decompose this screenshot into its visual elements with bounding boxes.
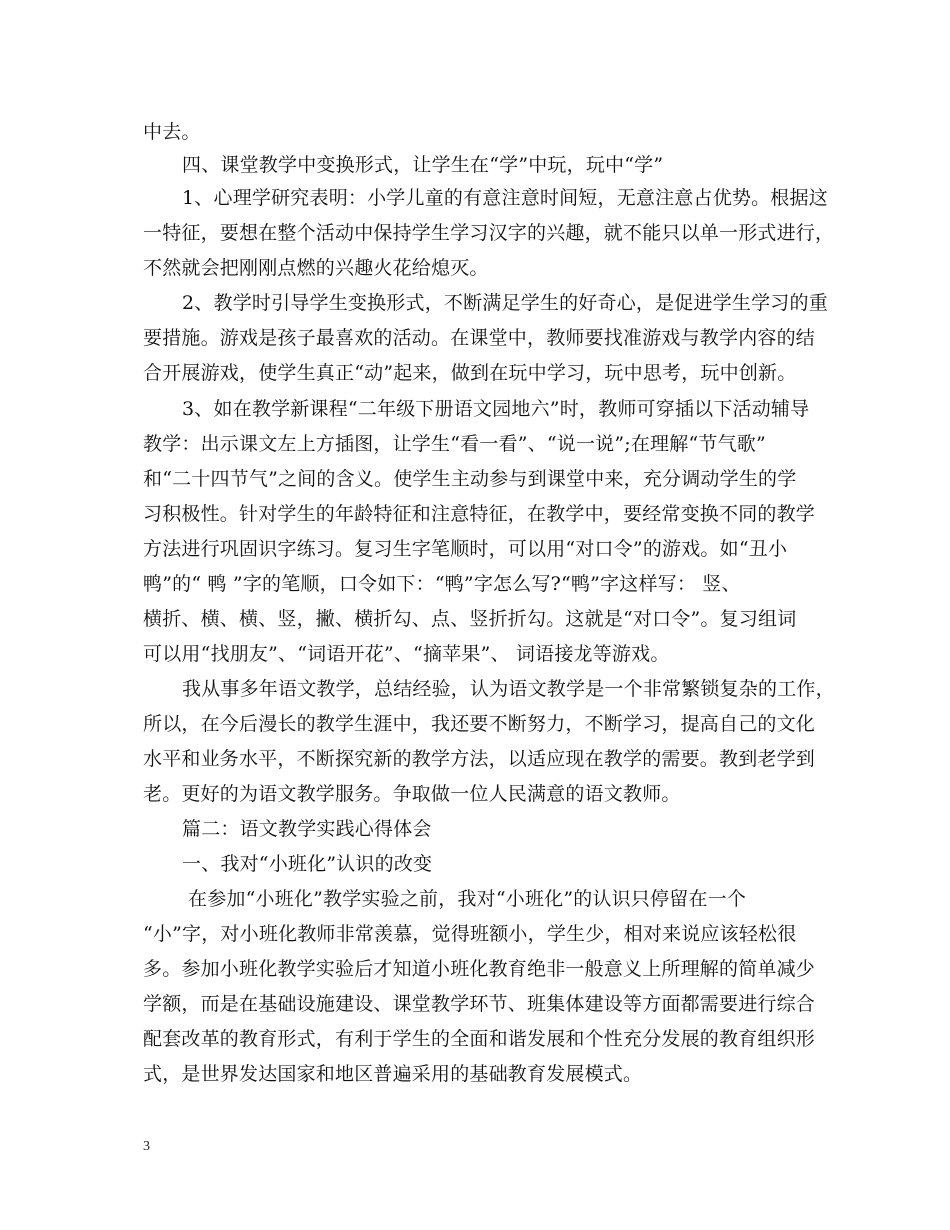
text-line: 在参加“小班化”教学实验之前，我对“小班化”的认识只停留在一个	[188, 888, 747, 910]
text-line: 要措施。游戏是孩子最喜欢的活动。在课堂中，教师要找准游戏与教学内容的结	[143, 327, 816, 349]
text-line: 不然就会把刚刚点燃的兴趣火花给熄灭。	[143, 257, 489, 279]
text-line: 方法进行巩固识字练习。复习生字笔顺时，可以用“对口令”的游戏。如“丑小	[143, 538, 788, 560]
text-line: 教学：出示课文左上方插图，让学生“看一看”、“说一说”;在理解“节气歌”	[143, 433, 766, 455]
text-line: 和“二十四节气”之间的含义。使学生主动参与到课堂中来，充分调动学生的学	[143, 468, 797, 490]
text-line: 学额，而是在基础设施建设、课堂教学环节、班集体建设等方面都需要进行综合	[143, 993, 816, 1015]
text-line: 中去。	[143, 121, 201, 143]
text-line: 我从事多年语文教学，总结经验，认为语文教学是一个非常繁锁复杂的工作，	[182, 678, 835, 700]
text-line: “小”字，对小班化教师非常羡慕，觉得班额小，学生少，相对来说应该轻松很	[143, 923, 797, 945]
text-line: 鸭”的“ 鸭 ”字的笔顺，口令如下：“鸭”字怎么写?“鸭”字这样写： 竖、	[143, 573, 741, 595]
section-heading: 篇二：语文教学实践心得体会	[182, 818, 432, 840]
text-line: 所以，在今后漫长的教学生涯中，我还要不断努力，不断学习，提高自己的文化	[143, 713, 816, 735]
text-line: 横折、横、横、竖，撇、横折勾、点、竖折折勾。这就是“对口令”。复习组词	[143, 608, 797, 630]
text-line: 配套改革的教育形式，有利于学生的全面和谐发展和个性充分发展的教育组织形	[143, 1028, 816, 1050]
text-line: 2、教学时引导学生变换形式，不断满足学生的好奇心，是促进学生学习的重	[182, 292, 828, 314]
text-line: 水平和业务水平，不断探究新的教学方法，以适应现在教学的需要。教到老学到	[143, 748, 816, 770]
text-line: 习积极性。针对学生的年龄特征和注意特征，在教学中，要经常变换不同的教学	[143, 503, 816, 525]
text-line: 合开展游戏，使学生真正“动”起来，做到在玩中学习，玩中思考，玩中创新。	[143, 362, 797, 384]
text-line: 1、心理学研究表明：小学儿童的有意注意时间短，无意注意占优势。根据这	[182, 187, 828, 209]
text-line: 可以用“找朋友”、“词语开花”、“摘苹果”、 词语接龙等游戏。	[143, 643, 670, 665]
text-line: 老。更好的为语文教学服务。争取做一位人民满意的语文教师。	[143, 783, 681, 805]
section-heading: 四、课堂教学中变换形式，让学生在“学”中玩，玩中“学”	[182, 154, 664, 176]
section-heading: 一、我对“小班化”认识的改变	[182, 853, 433, 875]
text-line: 多。参加小班化教学实验后才知道小班化教育绝非一般意义上所理解的简单减少	[143, 958, 816, 980]
text-line: 式，是世界发达国家和地区普遍采用的基础教育发展模式。	[143, 1063, 643, 1085]
page-number: 3	[143, 1139, 150, 1154]
text-line: 一特征，要想在整个活动中保持学生学习汉字的兴趣，就不能只以单一形式进行，	[143, 222, 835, 244]
text-line: 3、如在教学新课程“二年级下册语文园地六”时，教师可穿插以下活动辅导	[182, 398, 810, 420]
